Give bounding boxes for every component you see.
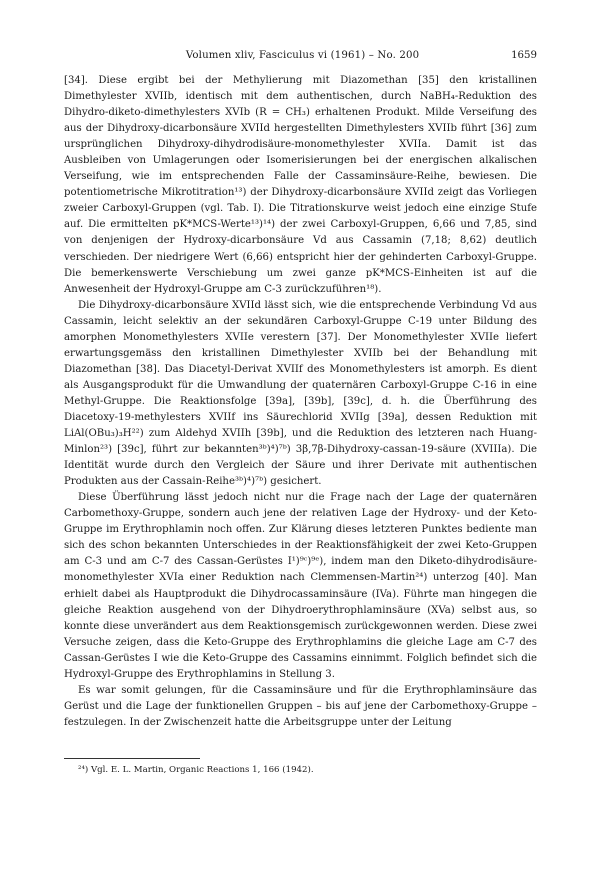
footnote-divider — [64, 758, 200, 759]
running-title: Volumen xliv, Fasciculus vi (1961) – No. 200 — [185, 50, 420, 61]
footnote-24: ²⁴) Vgl. E. L. Martin, Organic Reactions 1, 166 (1942). — [78, 764, 314, 775]
paragraph-1: [34]. Diese ergibt bei der Methylierung mit Diazomethan [35] den kristallinen Dimethylester XVIIb, identisch mit dem authentischen, durch NaBH₄-Reduktion des Dihydro-diketo-dimethylesters XVIb (R = CH₃) erhaltenen Produkt. Milde Verseifung des aus der Dihydroxy-dicarbonsäure XVIId hergestellten Dimethylesters XVIIb führt [36] zum ursprünglichen Dihydroxy-dihydrodisäure-monomethylester XVIIa. Damit ist das Ausbleiben von Umlagerungen oder Isomerisierungen bei der energischen alkalischen Verseifung, wie im entsprechenden Falle der Cassaminsäure-Reihe, bewiesen. Die potentiometrische Mikrotitration¹³) der Dihydroxy-dicarbonsäure XVIId zeigt das Vorliegen zweier Carboxyl-Gruppen (vgl. Tab. I). Die Titrationskurve weist jedoch eine einzige Stufe auf. Die ermittelten pK*MCS-Werte¹³)¹⁴) der zwei Carboxyl-Gruppen, 6,66 und 7,85, sind von denjenigen der Hydroxy-dicarbonsäure Vd aus Cassamin (7,18; 8,62) deutlich verschieden. Der niedrigere Wert (6,66) entspricht hier der gehinderten Carboxyl-Gruppe. Die bemerkenswerte Verschiebung um zwei ganze pK*MCS-Einheiten ist auf die Anwesenheit der Hydroxyl-Gruppe am C-3 zurückzuführen¹⁸). — [64, 75, 537, 295]
page-number: 1659 — [511, 50, 537, 61]
paragraph-3: Diese Überführung lässt jedoch nicht nur die Frage nach der Lage der quaternären Carbomethoxy-Gruppe, sondern auch jene der relativen Lage der Hydroxy- und der Keto-Gruppe im Erythrophlamin noch offen. Zur Klärung dieses letzteren Punktes bediente man sich des schon bekannten Unterschiedes in der Reaktionsfähigkeit der zwei Keto-Gruppen am C-3 und am C-7 des Cassan-Gerüstes I¹)⁹ᶜ)⁹ᵉ), indem man den Diketo-dihydrodisäure-monomethylester XVIa einer Reduktion nach Clemmensen-Martin²⁴) unterzog [40]. Man erhielt dabei als Hauptprodukt die Dihydrocassaminsäure (IVa). Führte man hingegen die gleiche Reaktion ausgehend von der Dihydroerythrophlaminsäure (XVa) selbst aus, so konnte diese unverändert aus dem Reaktionsgemisch zurückgewonnen werden. Diese zwei Versuche zeigen, dass die Keto-Gruppe des Erythrophlamins die gleiche Lage am C-7 des Cassan-Gerüstes I wie die Keto-Gruppe des Cassamins einnimmt. Folglich befindet sich die Hydroxyl-Gruppe des Erythrophlamins in Stellung 3. — [64, 492, 537, 680]
body-text — [64, 73, 537, 731]
paragraph-2: Die Dihydroxy-dicarbonsäure XVIId lässt sich, wie die entsprechende Verbindung Vd aus Cassamin, leicht selektiv an der sekundären Carboxyl-Gruppe C-19 unter Bildung des amorphen Monomethylesters XVIIe verestern [37]. Der Monomethylester XVIIe liefert erwartungsgemäss den kristallinen Dimethylester XVIIb bei der Behandlung mit Diazomethan [38]. Das Diacetyl-Derivat XVIIf des Monomethylesters ist amorph. Es dient als Ausgangsprodukt für die Umwandlung der quaternären Carboxyl-Gruppe C-16 in eine Methyl-Gruppe. Die Reaktionsfolge [39a], [39b], [39c], d. h. die Überführung des Diacetoxy-19-methylesters XVIIf ins Säurechlorid XVIIg [39a], dessen Reduktion mit LiAl(OBu₃)₃H²²) zum Aldehyd XVIIh [39b], und die Reduktion des letzteren nach Huang-Minlon²³) [39c], führt zur bekannten³ᵇ)⁴)⁷ᵇ) 3β,7β-Dihydroxy-cassan-19-säure (XVIIIa). Die Identität wurde durch den Vergleich der Säure und ihrer Derivate mit authentischen Produkten aus der Cassain-Reihe³ᵇ)⁴)⁷ᵇ) gesichert. — [64, 299, 537, 488]
running-header — [64, 50, 537, 64]
paragraph-4: Es war somit gelungen, für die Cassaminsäure und für die Erythrophlaminsäure das Gerüst und die Lage der funktionellen Gruppen – bis auf jene der Carbomethoxy-Gruppe – festzulegen. In der Zwischenzeit hatte die Arbeitsgruppe unter der Leitung — [64, 684, 537, 728]
